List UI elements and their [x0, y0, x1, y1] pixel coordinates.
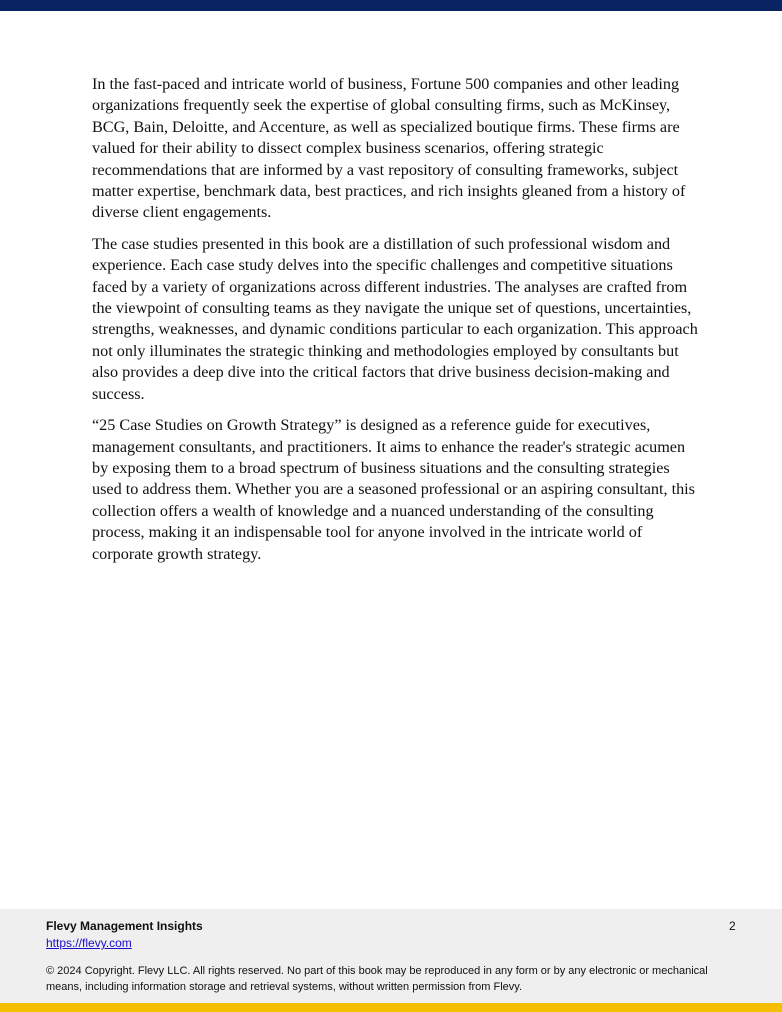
page-number: 2 — [729, 919, 736, 933]
footer-brand: Flevy Management Insights — [46, 919, 203, 933]
paragraph-intro: In the fast-paced and intricate world of business, Fortune 500 companies and other leading organizations frequently seek the expertise of global consulting firms, such as McKinsey, BCG, Bain, Deloitte, and Accenture, as well as specialized boutique firms. These firms are valued for their ability to dissect complex business scenarios, offering strategic recommendations that are informed by a vast repository of consulting frameworks, subject matter expertise, benchmark data, best practices, and rich insights gleaned from a history of diverse client engagements. — [92, 75, 686, 222]
copyright-notice: © 2024 Copyright. Flevy LLC. All rights reserved. No part of this book may be reproduced in any form or by any electronic or mechanical means, including information storage and retrieval systems, without written permission from Flevy. — [46, 965, 708, 993]
body-text — [92, 74, 698, 575]
footer-website-link[interactable]: https://flevy.com — [46, 936, 132, 950]
page-footer — [0, 909, 782, 1003]
paragraph-case-studies: The case studies presented in this book are a distillation of such professional wisdom and experience. Each case study delves into the specific challenges and competitive situations faced by a variety of organizations across different industries. The analyses are crafted from the viewpoint of consulting teams as they navigate the unique set of questions, uncertainties, strengths, weaknesses, and dynamic conditions particular to each organization. This approach not only illuminates the strategic thinking and methodologies employed by consultants but also provides a deep dive into the critical factors that drive business decision-making and success. — [92, 234, 698, 403]
top-accent-bar — [0, 0, 782, 11]
bottom-accent-bar — [0, 1003, 782, 1012]
paragraph-reference-guide: “25 Case Studies on Growth Strategy” is designed as a reference guide for executives, management consultants, and practitioners. It aims to enhance the reader's strategic acumen by exposing them to a broad spectrum of business situations and the consulting strategies used to address them. Whether you are a seasoned professional or an aspiring consultant, this collection offers a wealth of knowledge and a nuanced understanding of the consulting process, making it an indispensable tool for anyone involved in the intricate world of corporate growth strategy. — [92, 416, 695, 563]
